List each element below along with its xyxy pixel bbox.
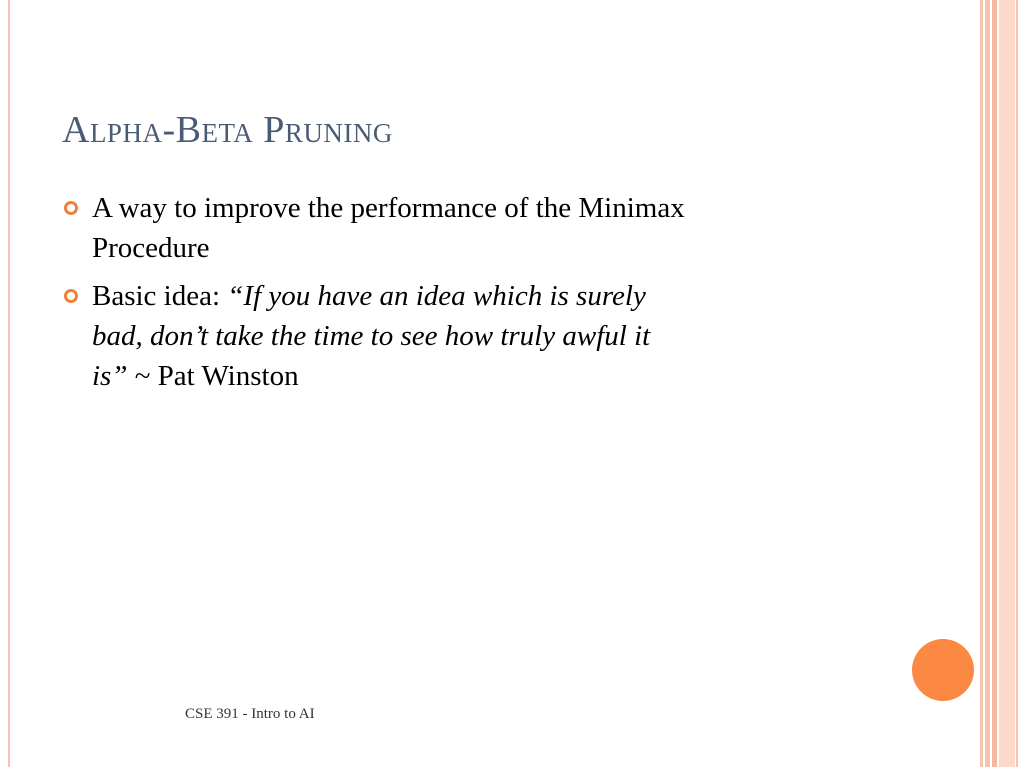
slide-title: Alpha-Beta Pruning — [62, 109, 393, 151]
bullet-text-line: Procedure — [92, 232, 210, 264]
right-stripe-3 — [992, 0, 997, 767]
quote-attribution: ~ Pat Winston — [127, 360, 299, 392]
bullet-circle-icon — [64, 289, 78, 303]
slide-footer: CSE 391 - Intro to AI — [185, 706, 315, 722]
right-stripe-2 — [985, 0, 990, 767]
left-frame-line — [8, 0, 10, 767]
quote-text: “If you have an idea which is surely — [227, 280, 646, 312]
right-stripe-1 — [980, 0, 983, 767]
quote-text: is” — [92, 360, 128, 392]
quote-text: bad, don’t take the time to see how truly awful it — [92, 320, 651, 352]
bullet-prefix: Basic idea: — [92, 280, 228, 312]
right-stripe-5 — [1016, 0, 1018, 767]
bullet-list — [62, 188, 922, 404]
bullet-text-line: A way to improve the performance of the Minimax — [92, 192, 685, 224]
right-stripe-4 — [999, 0, 1015, 767]
decorative-orange-circle — [912, 639, 974, 701]
bullet-item — [62, 188, 922, 268]
bullet-item — [62, 276, 922, 396]
bullet-circle-icon — [64, 201, 78, 215]
